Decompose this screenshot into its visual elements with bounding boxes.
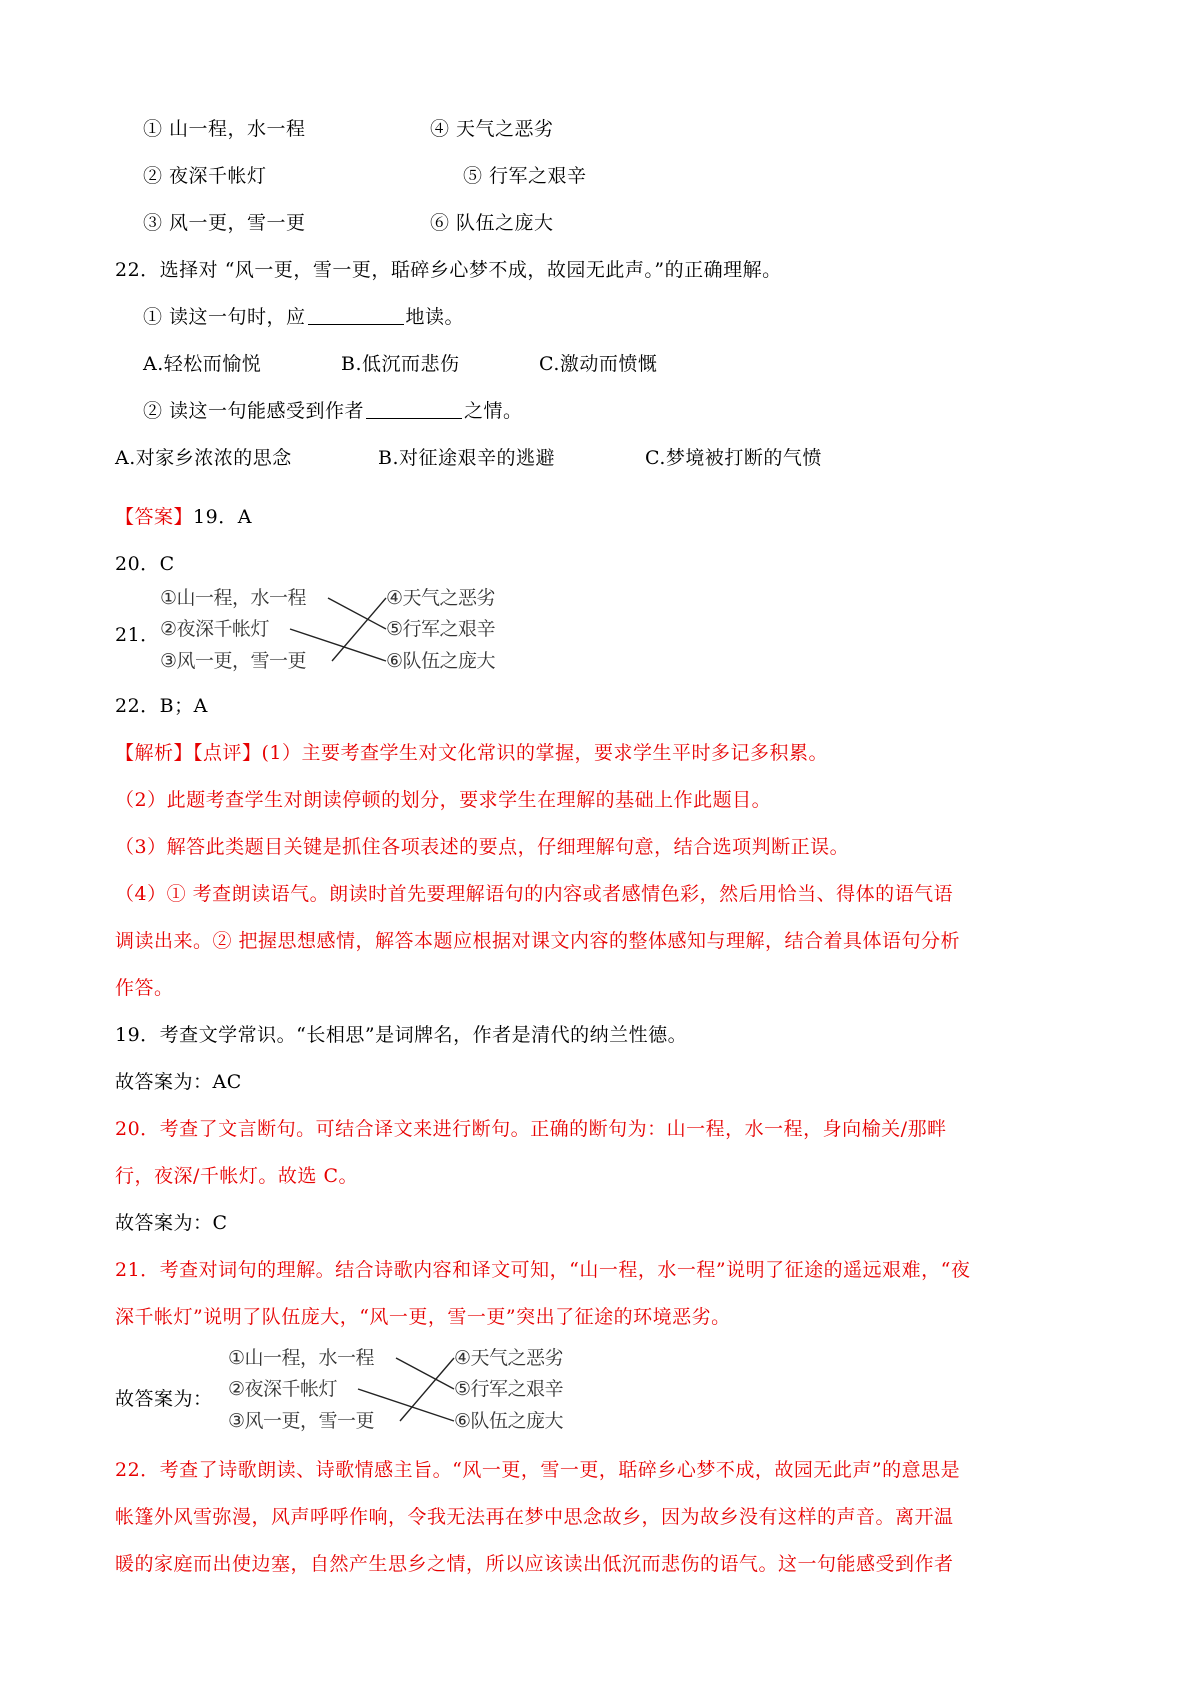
explain-19-answer: 故答案为：AC <box>115 1071 242 1093</box>
diagram-right-4: ④天气之恶劣 <box>386 587 496 609</box>
q22-sub2-post: 之情。 <box>464 400 523 422</box>
q22-sub1 <box>143 304 464 330</box>
match-right-6: ⑥ 队伍之庞大 <box>430 212 554 234</box>
q22-sub2-option-a: A.对家乡浓浓的思念 <box>115 447 292 469</box>
explain-21-line-2: 深千帐灯”说明了队伍庞大，“风一更，雪一更”突出了征途的环境恶劣。 <box>115 1306 731 1328</box>
answer-blank-1 <box>308 306 404 325</box>
analysis-line-1 <box>115 740 828 766</box>
diagram-left-1: ①山一程，水一程 <box>228 1347 375 1369</box>
explain-20-line-2: 行，夜深/千帐灯。故选 C。 <box>115 1165 358 1187</box>
q22-sub1-option-a: A.轻松而愉悦 <box>143 353 262 375</box>
answer-20: 20．C <box>115 553 175 575</box>
analysis-p3: （3）解答此类题目关键是抓住各项表述的要点，仔细理解句意，结合选项判断正误。 <box>115 836 850 858</box>
q22-sub2-pre: ② 读这一句能感受到作者 <box>143 400 365 422</box>
explain-21-answer-label: 故答案为： <box>115 1388 213 1410</box>
q22-sub2 <box>143 398 523 424</box>
diagram-right-5: ⑤行军之艰辛 <box>386 618 496 640</box>
match-right-4: ④ 天气之恶劣 <box>430 118 554 140</box>
diagram-right-4: ④天气之恶劣 <box>454 1347 564 1369</box>
analysis-p1: (1）主要考查学生对文化常识的掌握，要求学生平时多记多积累。 <box>261 742 829 764</box>
match-left-2: ② 夜深千帐灯 <box>143 165 267 187</box>
answer-line-19 <box>115 504 252 530</box>
explain-22-line-3: 暖的家庭而出使边塞，自然产生思乡之情，所以应该读出低沉而悲伤的语气。这一句能感受到作者 <box>115 1553 954 1575</box>
answer-blank-2 <box>366 400 462 419</box>
diagram-left-2: ②夜深千帐灯 <box>228 1378 338 1400</box>
answer-tag: 【答案】 <box>115 506 194 528</box>
q22-sub2-option-b: B.对征途艰辛的逃避 <box>378 447 556 469</box>
match-left-1: ① 山一程，水一程 <box>143 118 306 140</box>
answer-22: 22．B；A <box>115 695 208 717</box>
q22-sub1-pre: ① 读这一句时，应 <box>143 306 306 328</box>
match-left-3: ③ 风一更，雪一更 <box>143 212 306 234</box>
q22-sub2-option-c: C.梦境被打断的气愤 <box>645 447 822 469</box>
analysis-p4-line-3: 作答。 <box>115 977 174 999</box>
answer-21-label: 21． <box>115 624 160 646</box>
q22-sub1-option-c: C.激动而愤慨 <box>539 353 658 375</box>
diagram-right-6: ⑥队伍之庞大 <box>454 1410 564 1432</box>
analysis-p4-line-1: （4）① 考查朗读语气。朗读时首先要理解语句的内容或者感情色彩，然后用恰当、得体的语气语 <box>115 883 954 905</box>
matching-diagram-2 <box>228 1343 588 1435</box>
diagram-left-1: ①山一程，水一程 <box>160 587 307 609</box>
diagram-left-3: ③风一更，雪一更 <box>228 1410 375 1432</box>
analysis-tag: 【解析】【点评】 <box>115 742 262 764</box>
diagram-left-3: ③风一更，雪一更 <box>160 650 307 672</box>
q22-sub1-option-b: B.低沉而悲伤 <box>341 353 460 375</box>
analysis-p2: （2）此题考查学生对朗读停顿的划分，要求学生在理解的基础上作此题目。 <box>115 789 772 811</box>
analysis-p4-line-2: 调读出来。② 把握思想感情，解答本题应根据对课文内容的整体感知与理解，结合着具体语句分析 <box>115 930 961 952</box>
diagram-left-2: ②夜深千帐灯 <box>160 618 270 640</box>
diagram-right-5: ⑤行军之艰辛 <box>454 1378 564 1400</box>
diagram-right-6: ⑥队伍之庞大 <box>386 650 496 672</box>
explain-22-line-1: 22．考查了诗歌朗读、诗歌情感主旨。“风一更，雪一更，聒碎乡心梦不成，故园无此声”的意思是 <box>115 1459 961 1481</box>
explain-20-line-1: 20．考查了文言断句。可结合译文来进行断句。正确的断句为：山一程，水一程，身向榆关/那畔 <box>115 1118 947 1140</box>
answer-19: 19．A <box>193 506 252 528</box>
explain-21-line-1: 21．考查对词句的理解。结合诗歌内容和译文可知，“山一程，水一程”说明了征途的遥远艰难，“夜 <box>115 1259 971 1281</box>
diagram-connector-lines <box>228 1343 588 1435</box>
explain-20-answer: 故答案为：C <box>115 1212 228 1234</box>
explain-19: 19．考查文学常识。“长相思”是词牌名，作者是清代的纳兰性德。 <box>115 1024 688 1046</box>
diagram-connector-lines <box>160 583 520 675</box>
q22-sub1-post: 地读。 <box>405 306 465 328</box>
explain-22-line-2: 帐篷外风雪弥漫，风声呼呼作响，令我无法再在梦中思念故乡，因为故乡没有这样的声音。离开温 <box>115 1506 954 1528</box>
q22-stem: 22．选择对 “风一更，雪一更，聒碎乡心梦不成，故园无此声。”的正确理解。 <box>115 259 782 281</box>
match-right-5: ⑤ 行军之艰辛 <box>463 165 587 187</box>
matching-diagram-1 <box>160 583 520 675</box>
